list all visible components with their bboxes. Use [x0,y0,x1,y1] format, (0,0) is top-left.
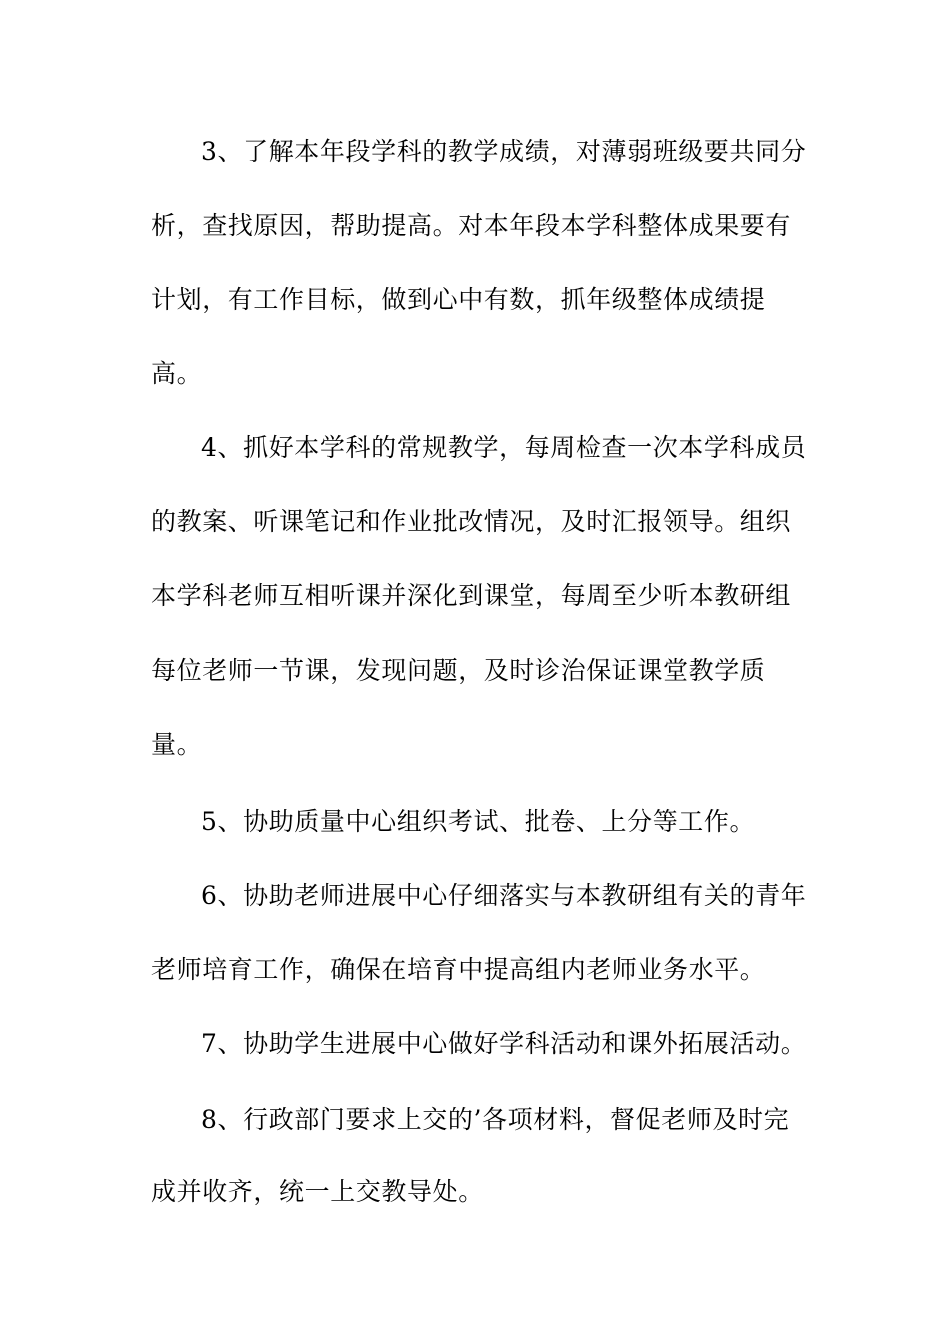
paragraph-5-line-1: 5、协助质量中心组织考试、批卷、上分等工作。 [201,807,756,836]
paragraph-8-line-2: 成并收齐，统一上交教导处。 [151,1177,484,1206]
paragraph-3-line-2: 析，查找原因，帮助提高。对本年段本学科整体成果要有 [151,211,792,240]
paragraph-4-line-5: 量。 [151,730,203,759]
paragraph-3-line-1: 3、了解本年段学科的教学成绩，对薄弱班级要共同分 [201,137,807,166]
paragraph-7-line-1: 7、协助学生进展中心做好学科活动和课外拓展活动。 [201,1029,807,1058]
paragraph-4-line-3: 本学科老师互相听课并深化到课堂，每周至少听本教研组 [151,581,792,610]
paragraph-6-line-2: 老师培育工作，确保在培育中提高组内老师业务水平。 [151,955,766,984]
paragraph-4-line-4: 每位老师一节课，发现问题，及时诊治保证课堂教学质 [151,656,766,685]
paragraph-6-line-1: 6、协助老师进展中心仔细落实与本教研组有关的青年 [201,881,807,910]
paragraph-3-line-3: 计划，有工作目标，做到心中有数，抓年级整体成绩提 [151,285,766,314]
paragraph-8-line-1: 8、行政部门要求上交的’各项材料，督促老师及时完 [201,1105,790,1134]
paragraph-3-line-4: 高。 [151,359,203,388]
paragraph-4-line-1: 4、抓好本学科的常规教学，每周检查一次本学科成员 [201,433,807,462]
paragraph-4-line-2: 的教案、听课笔记和作业批改情况，及时汇报领导。组织 [151,507,792,536]
